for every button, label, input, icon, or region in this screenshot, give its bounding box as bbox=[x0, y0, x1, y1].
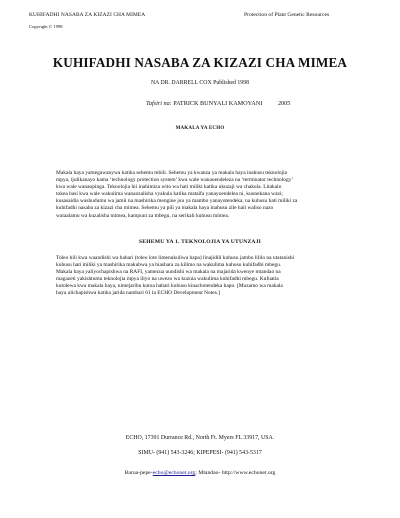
paragraph-line: kusasaidia washudumu wa jamii na mashirika mengine juu ya mambo yanayotendeka, na kuhusu hati miliki za bbox=[56, 198, 298, 205]
footer-phone: SIMU- (941) 543-3246; KIPEPESI- (941) 543-5317 bbox=[138, 450, 262, 456]
copyright-notice: Copyright © 1998 bbox=[29, 24, 63, 29]
author-prefix: NA bbox=[150, 80, 160, 86]
paragraph-line: kutolewa kwa makala haya, nimejaribu kutoa habari kuhusu kinachotendeka hapo. [Muzamo wa makala bbox=[56, 283, 283, 290]
paragraph-line: kuhusu hati miliki ya mashirika makubwa ya biashara za kilimo na wakulima kuhusu kuhifadhi mbegu. bbox=[56, 262, 282, 269]
running-header-subtitle: Protection of Plant Genetic Resources bbox=[244, 12, 330, 18]
paragraph-line: Makala haya yaliyochapishwa na RAFI, yamezua uundishi wa makala na majarida kwenye mtandao na bbox=[56, 269, 281, 276]
translator-line bbox=[146, 100, 290, 107]
translator-label: Tafsiri na: bbox=[146, 100, 172, 107]
intro-paragraph bbox=[56, 170, 356, 220]
translation-year: 2005 bbox=[277, 100, 291, 107]
author-line bbox=[0, 80, 400, 86]
paragraph-line: tokea basi kwa wale wakulima wanaozalisha vyakula katika mataifa yanayoendelea ni, kuonekana wazi; bbox=[56, 191, 283, 198]
section-1-paragraph bbox=[56, 255, 356, 298]
website-link[interactable]: http://www.echonet.org bbox=[221, 470, 276, 476]
email-label: Barua-pepe- bbox=[124, 470, 153, 476]
section-heading-echo: MAKALA YA ECHO bbox=[175, 126, 225, 131]
footer-contact bbox=[0, 470, 400, 476]
translator-name: PATRICK BUNYALI KAMOYANI bbox=[173, 100, 263, 107]
running-header-title: KUHIFADHI NASABA ZA KIZAZI CHA MIMEA bbox=[29, 12, 146, 18]
section-heading-part-1: SEHEMU YA 1. TEKNOLOJIA YA UTUNZAJI bbox=[138, 239, 261, 245]
paragraph-line: wataalamu wa kuzalisha mimea, kampuni za mbegu, na serikali kuhusu mimea. bbox=[56, 212, 230, 219]
footer-address: ECHO, 17391 Durrance Rd., North Ft. Myers FL 33917, USA. bbox=[125, 435, 275, 441]
paragraph-line: kuhifadhi nasaba za kizazi cha mimea. Sehemu ya pili ya makala haya inahusu zile hali waliso nazo bbox=[56, 205, 274, 212]
email-link[interactable]: echo@echonet.org bbox=[152, 470, 196, 476]
paragraph-line: Makala haya yamegawanywa katika sehemu mbili. Sehemu ya kwanza ya makala haya inahusu teknolojia bbox=[56, 170, 288, 176]
paragraph-line: Toleo hili kwa waandishi wa habari (toleo lote limenukuliwa hapa) linajidili kuhusu jambo lililo na utatanishi bbox=[56, 255, 295, 261]
paragraph-line: kwa wale wanaopinga. Teknolojia hii inahimiza wito wa hati miliki katika ukuzaji wa chakula. Litakalo bbox=[56, 184, 282, 191]
document-title: KUHIFADHI NASABA ZA KIZAZI CHA MIMEA bbox=[52, 55, 348, 70]
author-name: DR. DARRELL COX bbox=[160, 80, 212, 86]
paragraph-line: mpya, ijulikanayo kama ‘technology protection system’ kwa wale wanaoendeleza na ‘terminator technology’ bbox=[56, 177, 294, 184]
paragraph-line: haya ulichapishwa katika jarida nambari 61 la ECHO Development Notes.] bbox=[56, 290, 220, 297]
paragraph-line: magazeti yakishtumu teknolojia mpya iliyo na uwezo wa kuzuia wakulima kuhifadhi mbegu. Kufuatia bbox=[56, 276, 279, 283]
published-year: Published 1998 bbox=[213, 80, 250, 86]
web-label: ; Mtandao- bbox=[195, 470, 222, 476]
